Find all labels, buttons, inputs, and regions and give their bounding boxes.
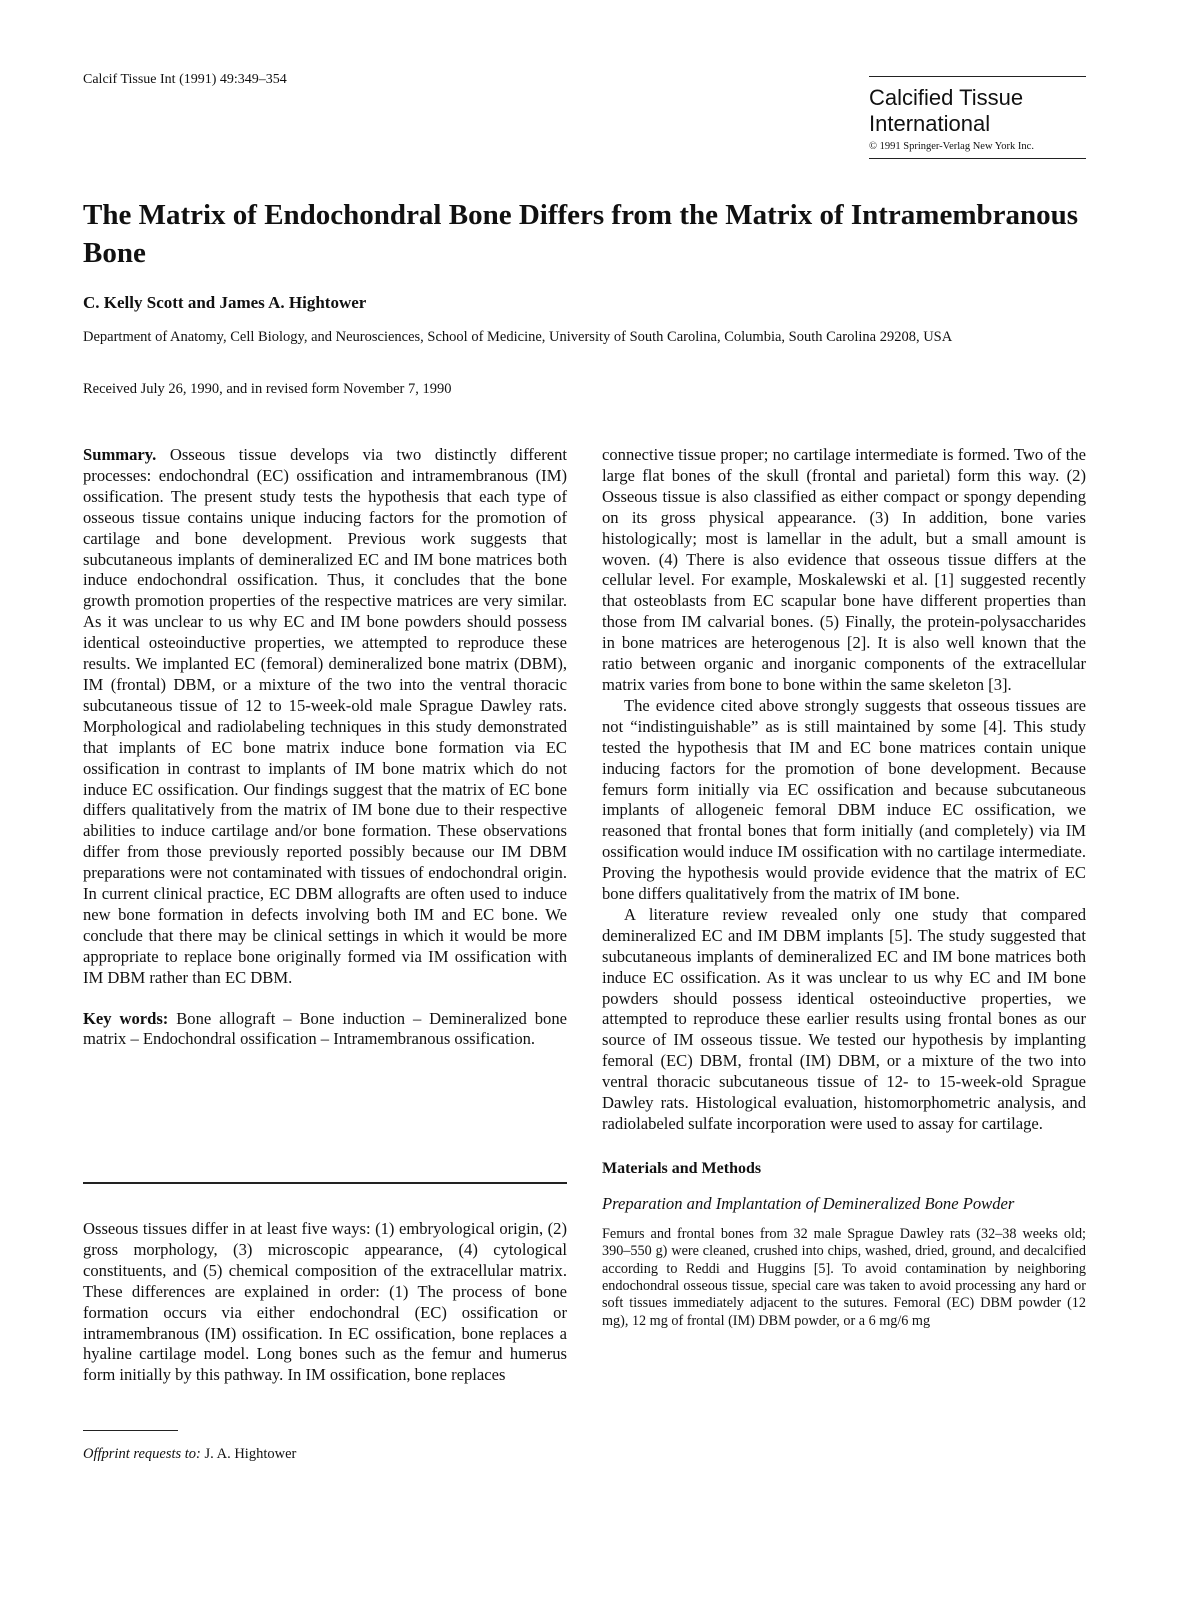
- offprint-footnote: [83, 1446, 296, 1463]
- received-date: Received July 26, 1990, and in revised form November 7, 1990: [83, 381, 452, 397]
- keywords-label: Key words:: [83, 1008, 169, 1028]
- methods-paragraph: Femurs and frontal bones from 32 male Sprague Dawley rats (32–38 weeks old; 390–550 g) were cleaned, crushed into chips, washed, dried, ground, and decalcified according to Reddi and Huggins [5]. To avoid contamination by neighboring endochondral osseous tissue, special care was taken to avoid processing any hard or soft tissues immediately adjacent to the sutures. Femoral (EC) DBM powder (12 mg), 12 mg of frontal (IM) DBM powder, or a 6 mg/6 mg: [602, 1225, 1086, 1329]
- body-paragraph-2: The evidence cited above strongly suggests that osseous tissues are not “indistinguishable” as is still maintained by some [4]. This study tested the hypothesis that IM and EC bone matrices contain unique inducing factors for the promotion of bone development. Because femurs form initially via EC ossification and because subcutaneous implants of allogeneic femoral DBM induce EC ossification, we reasoned that frontal bones that form initially (and completely) via IM ossification would induce IM ossification with no cartilage intermediate. Proving the hypothesis would provide evidence that the matrix of EC bone differs qualitatively from the matrix of IM bone.: [602, 695, 1086, 904]
- copyright-notice: © 1991 Springer-Verlag New York Inc.: [869, 141, 1034, 152]
- right-column: [602, 445, 1086, 1330]
- article-title: The Matrix of Endochondral Bone Differs from the Matrix of Intramembranous Bone: [83, 199, 1079, 269]
- journal-name-line-1: Calcified Tissue: [869, 85, 1024, 110]
- introduction-paragraph: Osseous tissues differ in at least five ways: (1) embryological origin, (2) gross morphology, (3) microscopic appearance, (4) cytological constituents, and (5) chemical composition of the extracellular matrix. These differences are explained in order: (1) The process of bone formation occurs via either endochondral (EC) ossification or intramembranous (IM) ossification. In EC ossification, bone replaces a hyaline cartilage model. Long bones such as the femur and humerus form initially by this pathway. In IM ossification, bone replaces: [83, 1219, 567, 1385]
- keywords-paragraph: [83, 1009, 567, 1051]
- footnote-divider: [83, 1430, 178, 1431]
- body-paragraph-1: connective tissue proper; no cartilage intermediate is formed. Two of the large flat bones of the skull (frontal and parietal) form this way. (2) Osseous tissue is also classified as either compact or spongy depending on its gross physical appearance. (3) In addition, bone varies histologically; most is lamellar in the adult, but a small amount is woven. (4) There is also evidence that osseous tissue differs at the cellular level. For example, Moskalewski et al. [1] suggested recently that osteoblasts from EC scapular bone have different properties than those from IM calvarial bones. (5) Finally, the protein-polysaccharides in bone matrices are heterogenous [2]. It is also well known that the ratio between organic and inorganic components of the extracellular matrix varies from bone to bone within the same skeleton [3].: [602, 445, 1086, 694]
- article-authors: C. Kelly Scott and James A. Hightower: [83, 293, 367, 312]
- subsection-heading-preparation: Preparation and Implantation of Demineralized Bone Powder: [602, 1193, 1015, 1213]
- author-affiliation: Department of Anatomy, Cell Biology, and Neurosciences, School of Medicine, University of South Carolina, Columbia, South Carolina 29208, USA: [83, 329, 953, 345]
- footnote-text: J. A. Hightower: [204, 1446, 297, 1462]
- summary-text: Osseous tissue develops via two distinctly different processes: endochondral (EC) ossification and intramembranous (IM) ossification. The present study tests the hypothesis that each type of osseous tissue contains unique inducing factors for the promotion of cartilage and bone development. Previous work suggests that subcutaneous implants of demineralized EC and IM bone matrices both induce endochondral ossification. Thus, it concludes that the bone growth promotion properties of the respective matrices are very similar. As it was unclear to us why EC and IM bone powders should possess identical osteoinductive properties, we attempted to reproduce these results. We implanted EC (femoral) demineralized bone matrix (DBM), IM (frontal) DBM, or a mixture of the two into the ventral thoracic subcutaneous tissue of 12 to 15-week-old male Sprague Dawley rats. Morphological and radiolabeling techniques in this study demonstrated that implants of EC bone matrix induce bone formation via EC ossification in contrast to implants of IM bone matrix which do not induce EC ossification. Our findings suggest that the matrix of EC bone differs qualitatively from the matrix of IM bone due to their respective abilities to induce cartilage and/or bone formation. These observations differ from those previously reported possibly because our IM DBM preparations were not contaminated with tissues of endochondral origin. In current clinical practice, EC DBM allografts are often used to induce new bone formation in defects involving both IM and EC bone. We conclude that there may be clinical settings in which it would be more appropriate to replace bone originally formed via IM ossification with IM DBM rather than EC DBM.: [83, 445, 567, 987]
- section-heading-materials-methods: Materials and Methods: [602, 1159, 762, 1177]
- body-paragraph-3: A literature review revealed only one study that compared demineralized EC and IM DBM implants [5]. The study suggested that subcutaneous implants of demineralized EC and IM bone matrices both induce EC ossification. As it was unclear to us why EC and IM bone powders should possess identical osteoinductive properties, we attempted to reproduce these earlier results using frontal bones as our source of IM osseous tissue. We tested our hypothesis by implanting femoral (EC) DBM, frontal (IM) DBM, or a mixture of the two into ventral thoracic subcutaneous tissue of 12- to 15-week-old Sprague Dawley rats. Histological evaluation, histomorphometric analysis, and radiolabeled sulfate incorporation were used to assay for cartilage.: [602, 904, 1086, 1133]
- journal-name-line-2: International: [869, 111, 991, 136]
- footnote-label: Offprint requests to:: [83, 1446, 201, 1462]
- summary-paragraph: [83, 445, 567, 989]
- journal-masthead: [869, 76, 1086, 159]
- keywords-text: Bone allograft – Bone induction – Demineralized bone matrix – Endochondral ossification – Intramembranous ossification.: [83, 1008, 567, 1049]
- summary-label: Summary.: [83, 445, 157, 464]
- left-column: [83, 445, 567, 1050]
- section-divider: [83, 1182, 567, 1184]
- journal-citation: Calcif Tissue Int (1991) 49:349–354: [83, 72, 287, 87]
